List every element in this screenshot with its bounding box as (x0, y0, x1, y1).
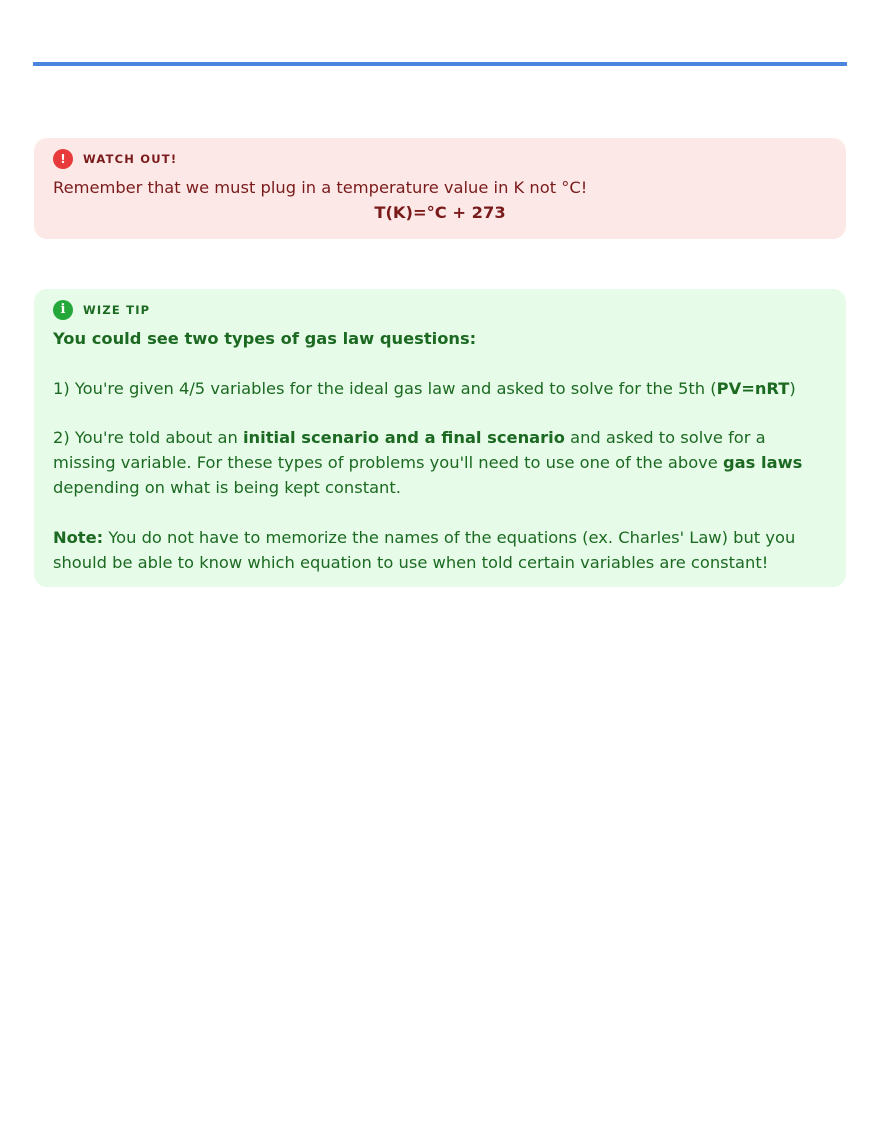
info-icon: i (53, 300, 73, 320)
tip-item-gas-laws: 2) You're told about an initial scenario and a final scenario and asked to solve for a missing variable. For these types of problems you'll need to use one of the above gas laws depending on what is being kept constant. (53, 428, 803, 498)
kelvin-formula: T(K)=°C + 273 (374, 203, 506, 222)
wize-tip-title: WIZE TIP (83, 303, 151, 317)
tip-heading: You could see two types of gas law questions: (53, 329, 477, 348)
wize-tip-header (53, 300, 827, 320)
watch-out-callout (34, 138, 846, 239)
wize-tip-callout (34, 289, 846, 587)
tip-note: Note: You do not have to memorize the names of the equations (ex. Charles' Law) but you should be able to know which equation to use when told certain variables are constant! (53, 527, 796, 572)
watch-out-title: WATCH OUT! (83, 152, 178, 166)
tip-item-ideal-gas: 1) You're given 4/5 variables for the ideal gas law and asked to solve for the 5th (PV=nRT) (53, 378, 796, 398)
exclamation-icon: ! (53, 149, 73, 169)
watch-out-text: Remember that we must plug in a temperature value in K not °C! (53, 178, 588, 197)
watch-out-header (53, 149, 827, 169)
top-divider (33, 62, 847, 66)
